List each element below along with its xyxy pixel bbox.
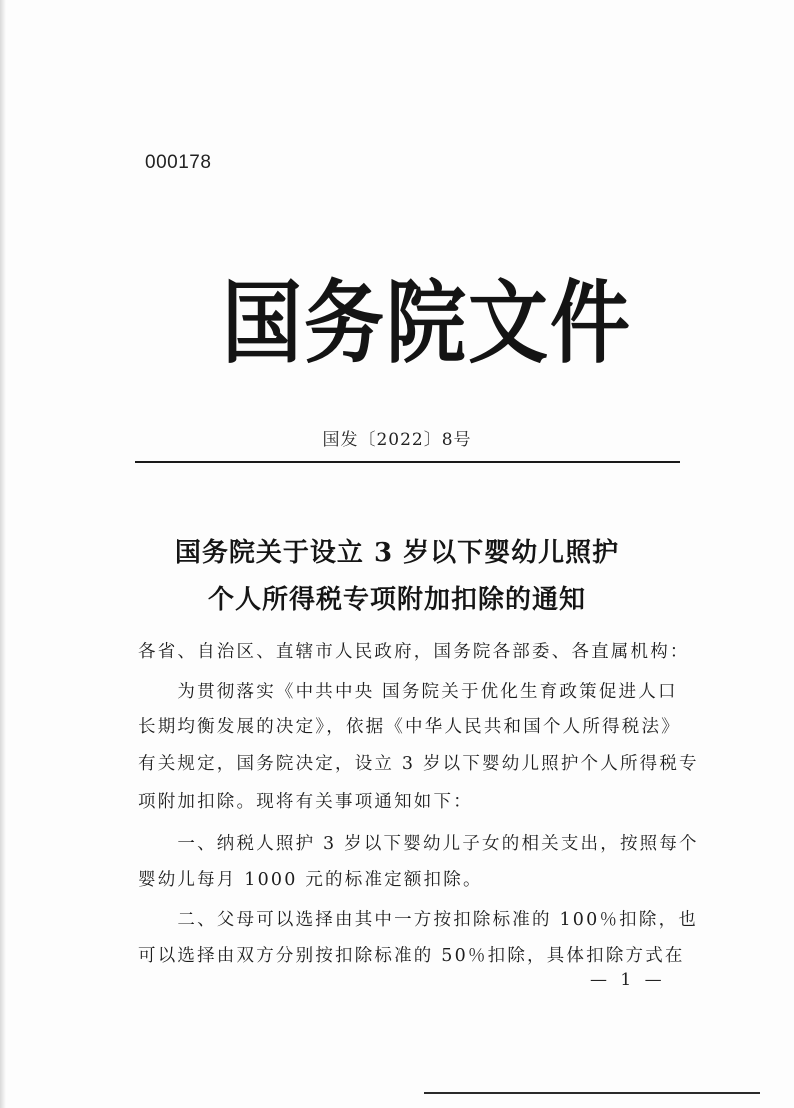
notice-title-line-2: 个人所得税专项附加扣除的通知 [207,585,586,615]
document-number: 国发〔2022〕8号 [322,430,472,450]
body-text-line: 婴幼儿每月 1000 元的标准定额扣除。 [138,870,483,890]
body-text-line: 可以选择由双方分别按扣除标准的 50％扣除，具体扣除方式在 [138,946,685,966]
body-text-line: 长期均衡发展的决定》，依据《中华人民共和国个人所得税法》 [138,717,681,737]
body-text-line: 二、父母可以选择由其中一方按扣除标准的 100％扣除，也 [138,910,698,930]
body-text-line: 项附加扣除。现将有关事项通知如下： [138,792,473,812]
header-divider [135,461,680,463]
notice-title-line-1: 国务院关于设立 3 岁以下婴幼儿照护 [174,538,620,568]
body-text-line: 一、纳税人照护 3 岁以下婴幼儿子女的相关支出，按照每个 [138,834,699,854]
body-text-line: 有关规定，国务院决定，设立 3 岁以下婴幼儿照护个人所得税专 [138,754,699,774]
body-text-line: 为贯彻落实《中共中央 国务院关于优化生育政策促进人口 [138,682,678,702]
archive-number: 000178 [145,152,212,173]
addressee-line: 各省、自治区、直辖市人民政府，国务院各部委、各直属机构： [138,642,690,662]
page-number: — 1 — [590,970,666,990]
issuer-header: 国务院文件 [222,270,632,376]
footer-divider [424,1092,760,1094]
